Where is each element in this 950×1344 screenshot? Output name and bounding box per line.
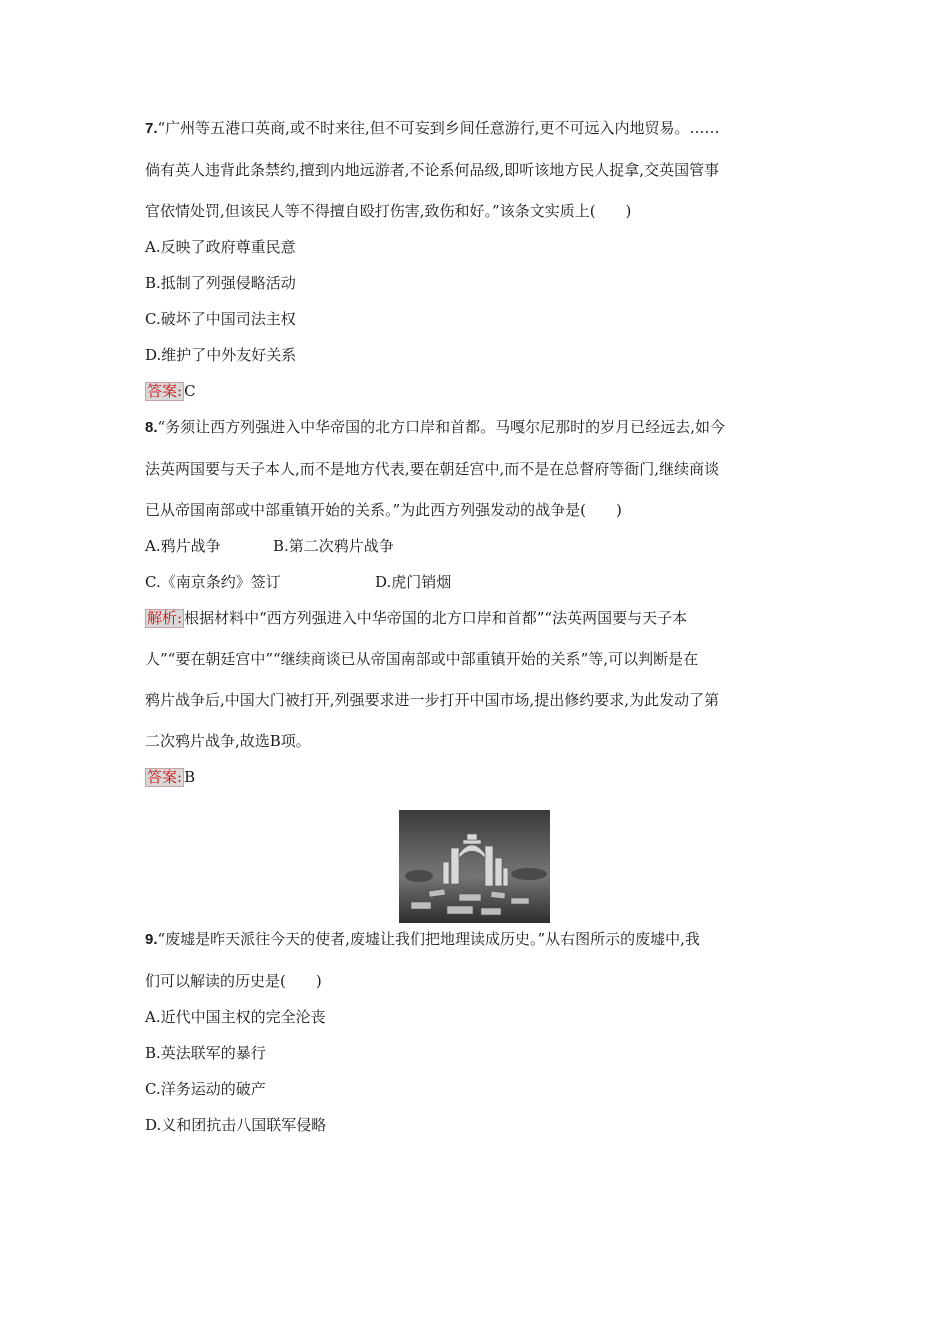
- q8-analysis-line-3: 鸦片战争后,中国大门被打开,列强要求进一步打开中国市场,提出修约要求,为此发动了第: [145, 691, 720, 709]
- question-7: [145, 118, 815, 401]
- q8-options-row-2: [145, 572, 815, 592]
- question-page: [145, 118, 815, 1135]
- q7-option-d: D.维护了中外友好关系: [145, 346, 297, 364]
- q8-analysis-line-4: 二次鸦片战争,故选B项。: [145, 732, 311, 750]
- q7-option-b: B.抵制了列强侵略活动: [145, 274, 296, 292]
- question-stem-text: “广州等五港口英商,或不时来往,但不可妄到乡间任意游行,更不可远入内地贸易。……: [157, 119, 720, 137]
- q8-stem-line-1: [145, 417, 815, 438]
- q7-answer: [145, 381, 815, 401]
- q8-option-d: D.虎门销烟: [375, 573, 452, 591]
- q8-option-a: A.鸦片战争: [145, 537, 221, 555]
- q9-option-d: D.义和团抗击八国联军侵略: [145, 1116, 327, 1134]
- question-number: 8.: [145, 419, 158, 436]
- q9-stem-line-2: 们可以解读的历史是( ): [145, 972, 322, 990]
- q7-stem-line-2: 倘有英人违背此条禁约,擅到内地远游者,不论系何品级,即听该地方民人捉拿,交英国管事: [145, 161, 720, 179]
- q9-option-a: A.近代中国主权的完全沦丧: [145, 1008, 326, 1026]
- q8-answer-value: B: [184, 768, 196, 786]
- q7-answer-value: C: [184, 382, 196, 400]
- q7-option-a: A.反映了政府尊重民意: [145, 238, 296, 256]
- q8-stem-line-2: 法英两国要与天子本人,而不是地方代表,要在朝廷宫中,而不是在总督府等衙门,继续商谈: [145, 460, 720, 478]
- q7-stem-line-1: [145, 118, 815, 139]
- q8-analysis-line-2: 人”“要在朝廷宫中”“继续商谈已从帝国南部或中部重镇开始的关系”等,可以判断是在: [145, 650, 699, 668]
- q9-option-c: C.洋务运动的破产: [145, 1080, 266, 1098]
- question-number: 7.: [145, 120, 158, 137]
- q8-option-b: B.第二次鸦片战争: [273, 537, 394, 555]
- q7-stem-line-3: 官依情处罚,但该民人等不得擅自殴打伤害,致伤和好。”该条文实质上( ): [145, 202, 632, 220]
- q9-option-b: B.英法联军的暴行: [145, 1044, 266, 1062]
- q8-analysis-line-1: [145, 608, 815, 628]
- q8-option-c: C.《南京条约》签订: [145, 573, 281, 591]
- question-stem-text: “务须让西方列强进入中华帝国的北方口岸和首都。马嘎尔尼那时的岁月已经远去,如今: [157, 418, 725, 436]
- question-8: [145, 417, 815, 787]
- question-number: 9.: [145, 931, 158, 948]
- question-stem-text: “废墟是昨天派往今天的使者,废墟让我们把地理读成历史。”从右图所示的废墟中,我: [157, 930, 700, 948]
- q8-analysis-text-1: 根据材料中“西方列强进入中华帝国的北方口岸和首都”“法英两国要与天子本: [184, 609, 688, 627]
- analysis-tag: 解析:: [147, 609, 183, 627]
- q8-answer: [145, 767, 815, 787]
- question-9: [145, 929, 815, 1135]
- q8-options-row-1: [145, 536, 815, 556]
- q8-stem-line-3: 已从帝国南部或中部重镇开始的关系。”为此西方列强发动的战争是( ): [145, 501, 622, 519]
- answer-tag: 答案:: [147, 768, 183, 786]
- q7-option-c: C.破坏了中国司法主权: [145, 310, 296, 328]
- answer-tag: 答案:: [147, 382, 183, 400]
- q9-stem-line-1: [145, 929, 815, 950]
